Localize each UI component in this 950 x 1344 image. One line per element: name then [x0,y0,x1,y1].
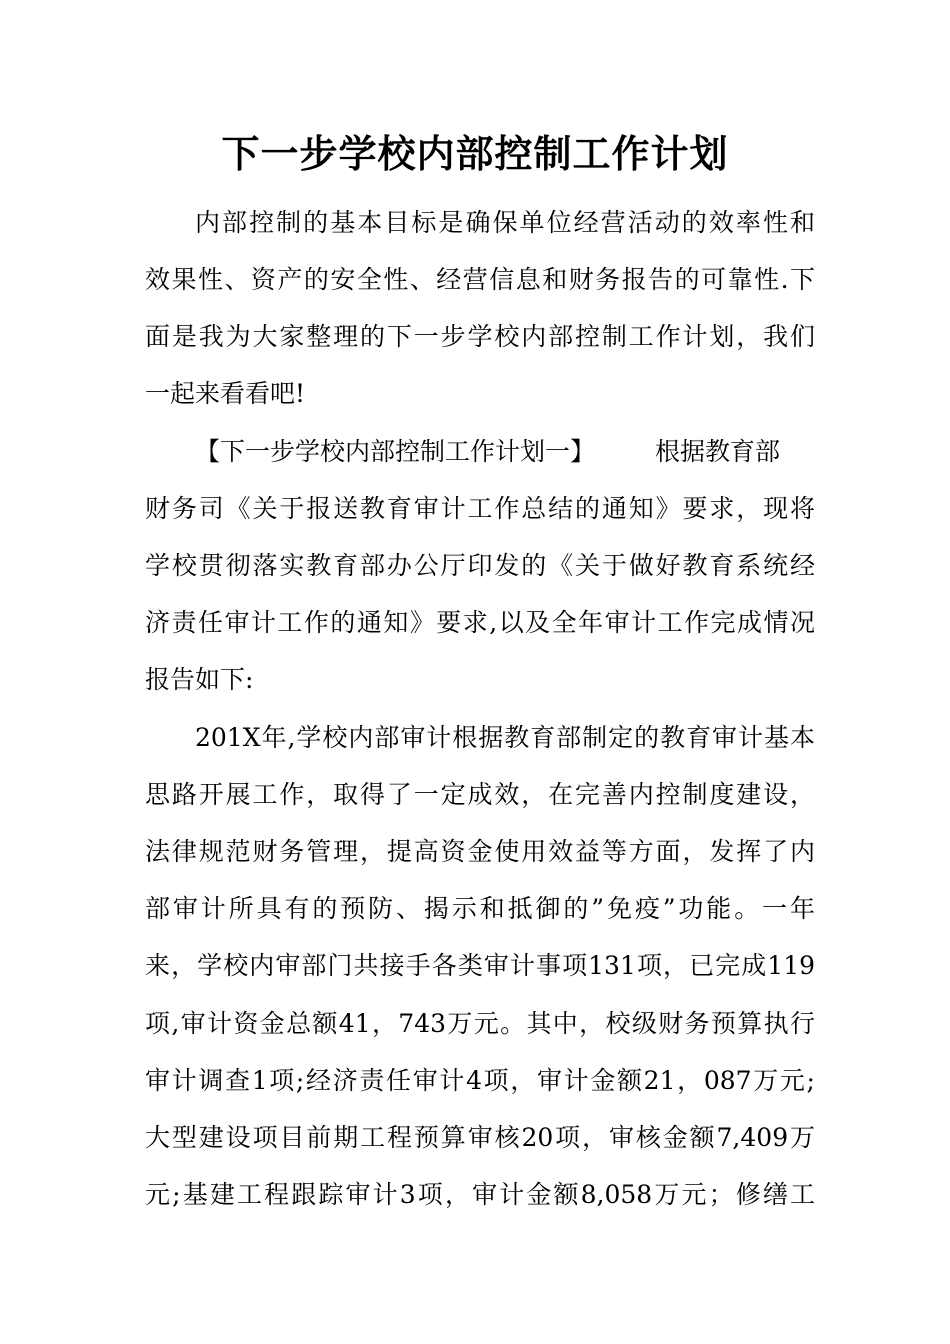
paragraph-line: 内部控制的基本目标是确保单位经营活动的效率性和 [195,208,815,237]
paragraph-line: 面是我为大家整理的下一步学校内部控制工作计划，我们 [145,322,815,351]
paragraph-line: 思路开展工作，取得了一定成效，在完善内控制度建设， [145,780,815,809]
paragraph-line: 法律规范财务管理，提高资金使用效益等方面，发挥了内 [145,837,815,866]
paragraph-line: 学校贯彻落实教育部办公厅印发的《关于做好教育系统经 [145,551,815,580]
paragraph-line: 201X年,学校内部审计根据教育部制定的教育审计基本 [195,723,815,752]
paragraph-line: 报告如下: [145,665,254,694]
section-heading: 【下一步学校内部控制工作计划一】 [195,437,596,466]
document-title: 下一步学校内部控制工作计划 [221,132,729,176]
paragraph-line: 大型建设项目前期工程预算审核20项，审核金额7,409万 [145,1123,815,1152]
paragraph-line: 财务司《关于报送教育审计工作总结的通知》要求，现将 [145,494,815,523]
paragraph-line: 来，学校内审部门共接手各类审计事项131项，已完成119 [145,951,815,980]
paragraph-text: 根据教育部 [655,437,781,466]
paragraph-line: 一起来看看吧! [145,379,306,408]
paragraph-line: 元;基建工程跟踪审计3项，审计金额8,058万元；修缮工 [145,1180,815,1209]
paragraph-line: 部审计所具有的预防、揭示和抵御的”免疫”功能。一年 [145,894,815,923]
paragraph-line: 效果性、资产的安全性、经营信息和财务报告的可靠性.下 [145,265,815,294]
paragraph-line: 济责任审计工作的通知》要求,以及全年审计工作完成情况 [145,608,815,637]
paragraph-line: 审计调查1项;经济责任审计4项，审计金额21，087万元; [145,1066,815,1095]
paragraph-line [195,432,815,472]
paragraph-line: 项,审计资金总额41，743万元。其中，校级财务预算执行 [145,1009,815,1038]
